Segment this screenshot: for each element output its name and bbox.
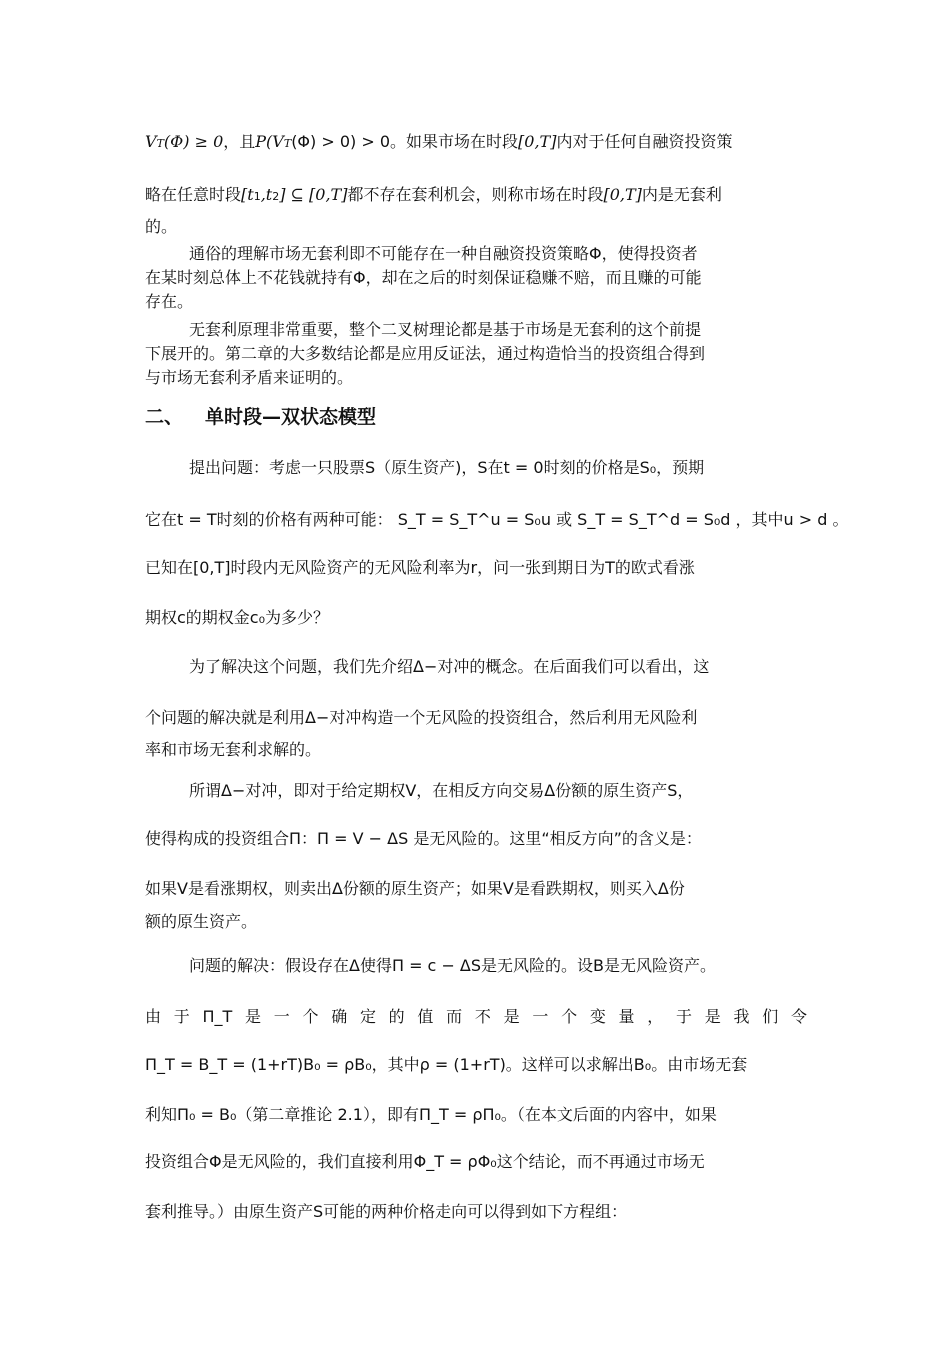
text-line — [145, 183, 807, 209]
text-fragment: 一 — [273, 1007, 290, 1026]
text-line: 利知Π₀ = B₀（第二章推论 2.1），即有Π_T = ρΠ₀。（在本文后面的内容中，如果 — [145, 1105, 717, 1124]
text-fragment: 于 — [676, 1007, 693, 1026]
text-fragment: [0,T] — [518, 132, 557, 151]
text-fragment: 们 — [762, 1007, 779, 1026]
text-line: 期权c的期权金c₀为多少？ — [145, 608, 330, 627]
text-fragment: 由 — [145, 1007, 162, 1026]
text-line: 在某时刻总体上不花钱就持有Φ，却在之后的时刻保证稳赚不赔，而且赚的可能 — [145, 268, 702, 287]
text-fragment: 2 — [272, 190, 280, 203]
section-heading — [145, 402, 376, 429]
text-line: 它在t = T时刻的价格有两种可能： S_T = S_T^u = S₀u 或 S_T = S_T^d = S₀d ，其中u > d 。 — [145, 510, 849, 529]
text-line: 如果V是看涨期权，则卖出Δ份额的原生资产；如果V是看跌期权，则买入Δ份 — [145, 879, 685, 898]
text-fragment: 。如果市场在时段 — [390, 132, 519, 151]
text-fragment: V — [145, 132, 157, 151]
text-line: 率和市场无套利求解的。 — [145, 740, 322, 759]
text-line: 提出问题：考虑一只股票S（原生资产)，S在t = 0时刻的价格是S₀，预期 — [189, 458, 705, 477]
text-fragment: 的 — [388, 1007, 405, 1026]
text-line: 所谓Δ−对冲，即对于给定期权V，在相反方向交易Δ份额的原生资产S， — [189, 781, 694, 800]
text-line: 通俗的理解市场无套利即不可能存在一种自融资投资策略Φ，使得投资者 — [189, 244, 698, 263]
text-fragment: 内是无套利 — [641, 185, 722, 204]
section-number: 二、 — [145, 406, 184, 428]
text-fragment: T — [283, 137, 292, 150]
text-fragment: 而 — [446, 1007, 463, 1026]
text-fragment: 量 — [618, 1007, 635, 1026]
text-fragment: 是 — [245, 1007, 262, 1026]
text-fragment: 是 — [503, 1007, 520, 1026]
text-line — [145, 1005, 807, 1029]
text-fragment: (Φ) ≥ 0 — [163, 132, 224, 151]
text-fragment: T — [156, 137, 164, 150]
text-fragment: ] ⊆ [0,T] — [279, 185, 348, 204]
text-fragment: 是 — [704, 1007, 721, 1026]
text-fragment: [t — [241, 185, 254, 204]
text-fragment: [0,T] — [603, 185, 642, 204]
text-line: 问题的解决：假设存在Δ使得Π = c − ΔS是无风险的。设B是无风险资产。 — [189, 956, 717, 975]
text-line: 额的原生资产。 — [145, 912, 258, 931]
text-line — [145, 130, 807, 156]
text-line: 与市场无套利矛盾来证明的。 — [145, 368, 354, 387]
text-fragment: 都不存在套利机会，则称市场在时段 — [347, 185, 604, 204]
text-line: 存在。 — [145, 292, 194, 311]
text-line: 下展开的。第二章的大多数结论都是应用反证法，通过构造恰当的投资组合得到 — [145, 344, 706, 363]
text-fragment: 定 — [359, 1007, 376, 1026]
text-fragment: 值 — [417, 1007, 434, 1026]
text-fragment: 个 — [561, 1007, 578, 1026]
text-fragment: (Φ) > 0) > 0 — [291, 132, 391, 151]
text-line: 为了解决这个问题，我们先介绍Δ−对冲的概念。在后面我们可以看出，这 — [189, 657, 710, 676]
text-fragment: 略在任意时段 — [145, 185, 242, 204]
text-fragment: 我 — [733, 1007, 750, 1026]
text-line: 已知在[0,T]时段内无风险资产的无风险利率为r，问一张到期日为T的欧式看涨 — [145, 558, 695, 577]
text-line: 无套利原理非常重要，整个二叉树理论都是基于市场是无套利的这个前提 — [189, 320, 702, 339]
text-fragment: P(V — [255, 132, 284, 151]
text-line: 使得构成的投资组合Π：Π = V − ΔS 是无风险的。这里“相反方向”的含义是： — [145, 829, 702, 848]
text-fragment: 确 — [331, 1007, 348, 1026]
text-fragment: 1 — [253, 190, 261, 203]
text-fragment: 不 — [474, 1007, 491, 1026]
text-fragment: ， — [647, 1007, 664, 1026]
text-fragment: 内对于任何自融资投资策 — [556, 132, 733, 151]
text-line: 的。 — [145, 217, 178, 236]
text-line: Π_T = B_T = (1+rT)B₀ = ρB₀，其中ρ = (1+rT)。这样可以求解出B₀。由市场无套 — [145, 1055, 748, 1074]
text-line: 套利推导。）由原生资产S可能的两种价格走向可以得到如下方程组： — [145, 1202, 628, 1221]
text-fragment: 于 — [173, 1007, 190, 1026]
text-line: 投资组合Φ是无风险的，我们直接利用Φ_T = ρΦ₀这个结论，而不再通过市场无 — [145, 1152, 705, 1171]
text-fragment: 一 — [532, 1007, 549, 1026]
text-fragment: 令 — [790, 1007, 807, 1026]
text-fragment: 变 — [589, 1007, 606, 1026]
text-fragment: ,t — [260, 185, 273, 204]
section-title: 单时段—双状态模型 — [205, 406, 377, 428]
text-fragment: 个 — [302, 1007, 319, 1026]
text-line: 个问题的解决就是利用Δ−对冲构造一个无风险的投资组合，然后利用无风险利 — [145, 708, 698, 727]
text-fragment: ，且 — [223, 132, 256, 151]
text-fragment: Π_T — [202, 1007, 233, 1026]
